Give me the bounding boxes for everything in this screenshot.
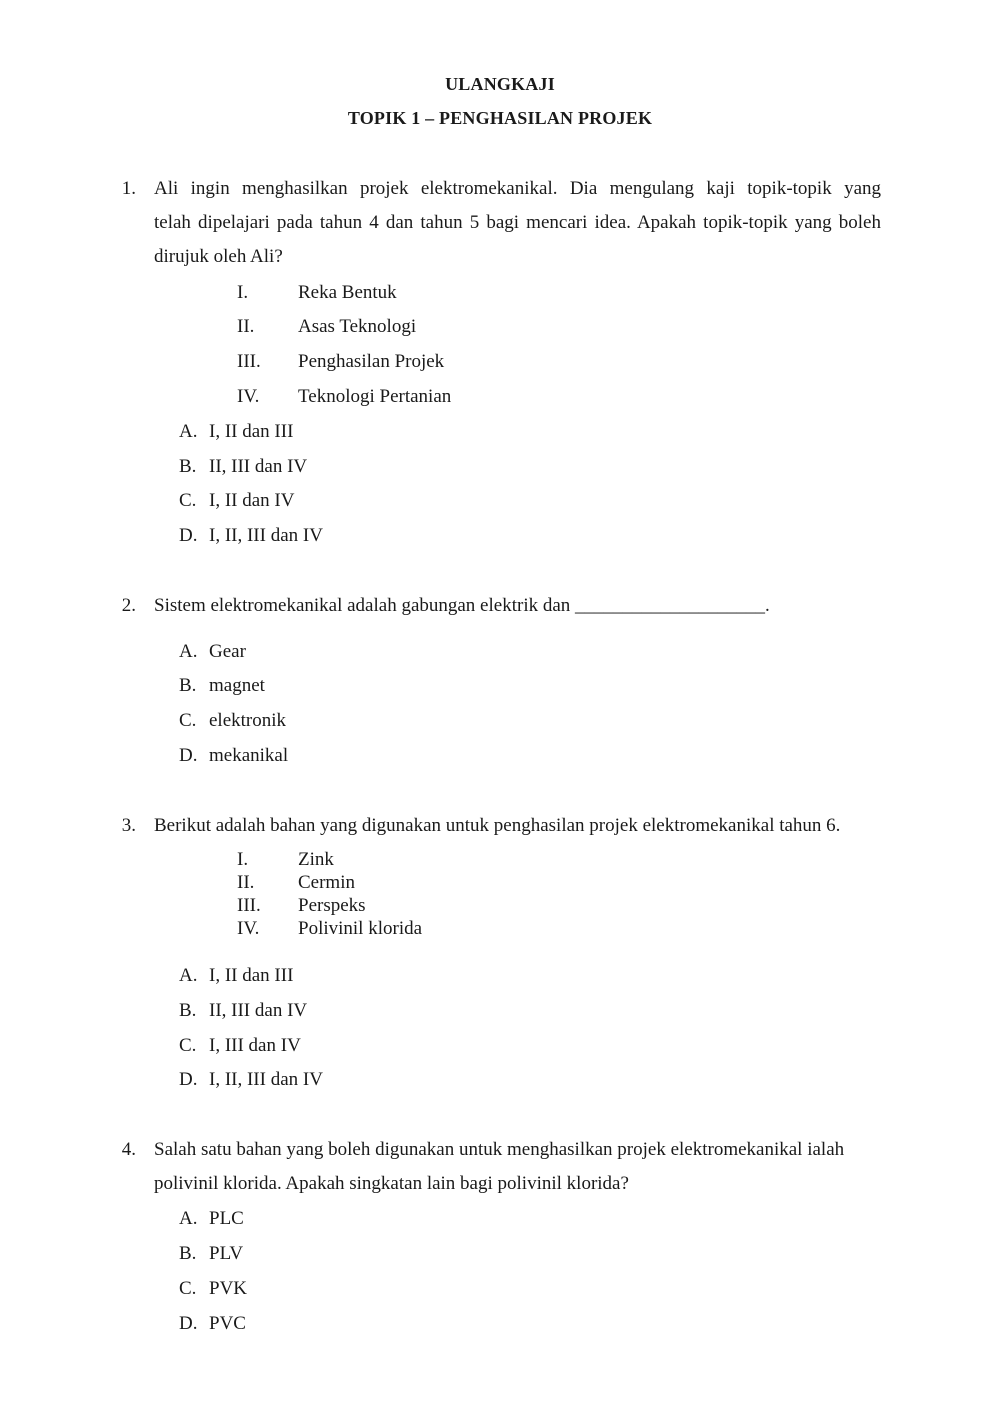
item-text: Penghasilan Projek xyxy=(298,351,445,372)
item-numeral: II. xyxy=(237,872,255,893)
item-text: Zink xyxy=(298,849,334,870)
question-text-line: Salah satu bahan yang boleh digunakan untuk menghasilkan projek elektromekanikal ialah xyxy=(154,1139,845,1160)
option-text: II, III dan IV xyxy=(209,1000,308,1021)
item-numeral: IV. xyxy=(237,386,260,407)
question-number: 1. xyxy=(121,178,136,199)
option-letter: C. xyxy=(179,490,197,511)
option-letter: D. xyxy=(179,745,198,766)
question-text-line: telah dipelajari pada tahun 4 dan tahun 5 bagi mencari idea. Apakah topik-topik yang boleh xyxy=(154,212,881,233)
question-text-line: Ali ingin menghasilkan projek elektromekanikal. Dia mengulang kaji topik-topik yang xyxy=(154,178,881,199)
item-text: Reka Bentuk xyxy=(298,282,397,303)
question-number: 4. xyxy=(121,1139,136,1160)
option-text: I, III dan IV xyxy=(209,1035,301,1056)
option-text: I, II dan III xyxy=(209,421,294,442)
option-text: PLC xyxy=(209,1208,244,1229)
item-numeral: III. xyxy=(237,895,261,916)
question-text-line: dirujuk oleh Ali? xyxy=(154,246,283,267)
option-letter: C. xyxy=(179,1035,197,1056)
option-letter: A. xyxy=(179,421,198,442)
page-subtitle: TOPIK 1 – PENGHASILAN PROJEK xyxy=(347,108,653,128)
item-numeral: I. xyxy=(237,282,249,303)
option-letter: A. xyxy=(179,641,198,662)
item-text: Cermin xyxy=(298,872,355,893)
item-numeral: I. xyxy=(237,849,249,870)
option-text: Gear xyxy=(209,641,246,662)
option-text: PVK xyxy=(209,1278,248,1299)
option-letter: B. xyxy=(179,1000,197,1021)
option-text: I, II dan III xyxy=(209,965,294,986)
option-letter: B. xyxy=(179,675,197,696)
option-letter: B. xyxy=(179,456,197,477)
option-text: PLV xyxy=(209,1243,244,1264)
option-text: II, III dan IV xyxy=(209,456,308,477)
option-letter: C. xyxy=(179,1278,197,1299)
item-numeral: II. xyxy=(237,316,255,337)
question-number: 3. xyxy=(121,815,136,836)
page-title: ULANGKAJI xyxy=(445,74,555,94)
option-letter: A. xyxy=(179,965,198,986)
question-number: 2. xyxy=(121,595,136,616)
question-text-line: Sistem elektromekanikal adalah gabungan elektrik dan ____________________. xyxy=(154,595,770,616)
option-text: elektronik xyxy=(209,710,287,731)
item-text: Perspeks xyxy=(298,895,366,916)
option-letter: B. xyxy=(179,1243,197,1264)
option-letter: A. xyxy=(179,1208,198,1229)
item-numeral: III. xyxy=(237,351,261,372)
item-text: Asas Teknologi xyxy=(298,316,417,337)
option-text: mekanikal xyxy=(209,745,289,766)
option-letter: D. xyxy=(179,525,198,546)
question-text-line: Berikut adalah bahan yang digunakan untuk penghasilan projek elektromekanikal tahun 6. xyxy=(154,815,841,836)
option-letter: C. xyxy=(179,710,197,731)
option-letter: D. xyxy=(179,1069,198,1090)
option-text: PVC xyxy=(209,1313,246,1334)
option-text: I, II, III dan IV xyxy=(209,525,323,546)
item-text: Teknologi Pertanian xyxy=(298,386,452,407)
item-text: Polivinil klorida xyxy=(298,918,423,939)
option-text: magnet xyxy=(209,675,265,696)
option-text: I, II dan IV xyxy=(209,490,295,511)
question-text-line: polivinil klorida. Apakah singkatan lain bagi polivinil klorida? xyxy=(154,1173,629,1194)
option-text: I, II, III dan IV xyxy=(209,1069,323,1090)
item-numeral: IV. xyxy=(237,918,260,939)
option-letter: D. xyxy=(179,1313,198,1334)
